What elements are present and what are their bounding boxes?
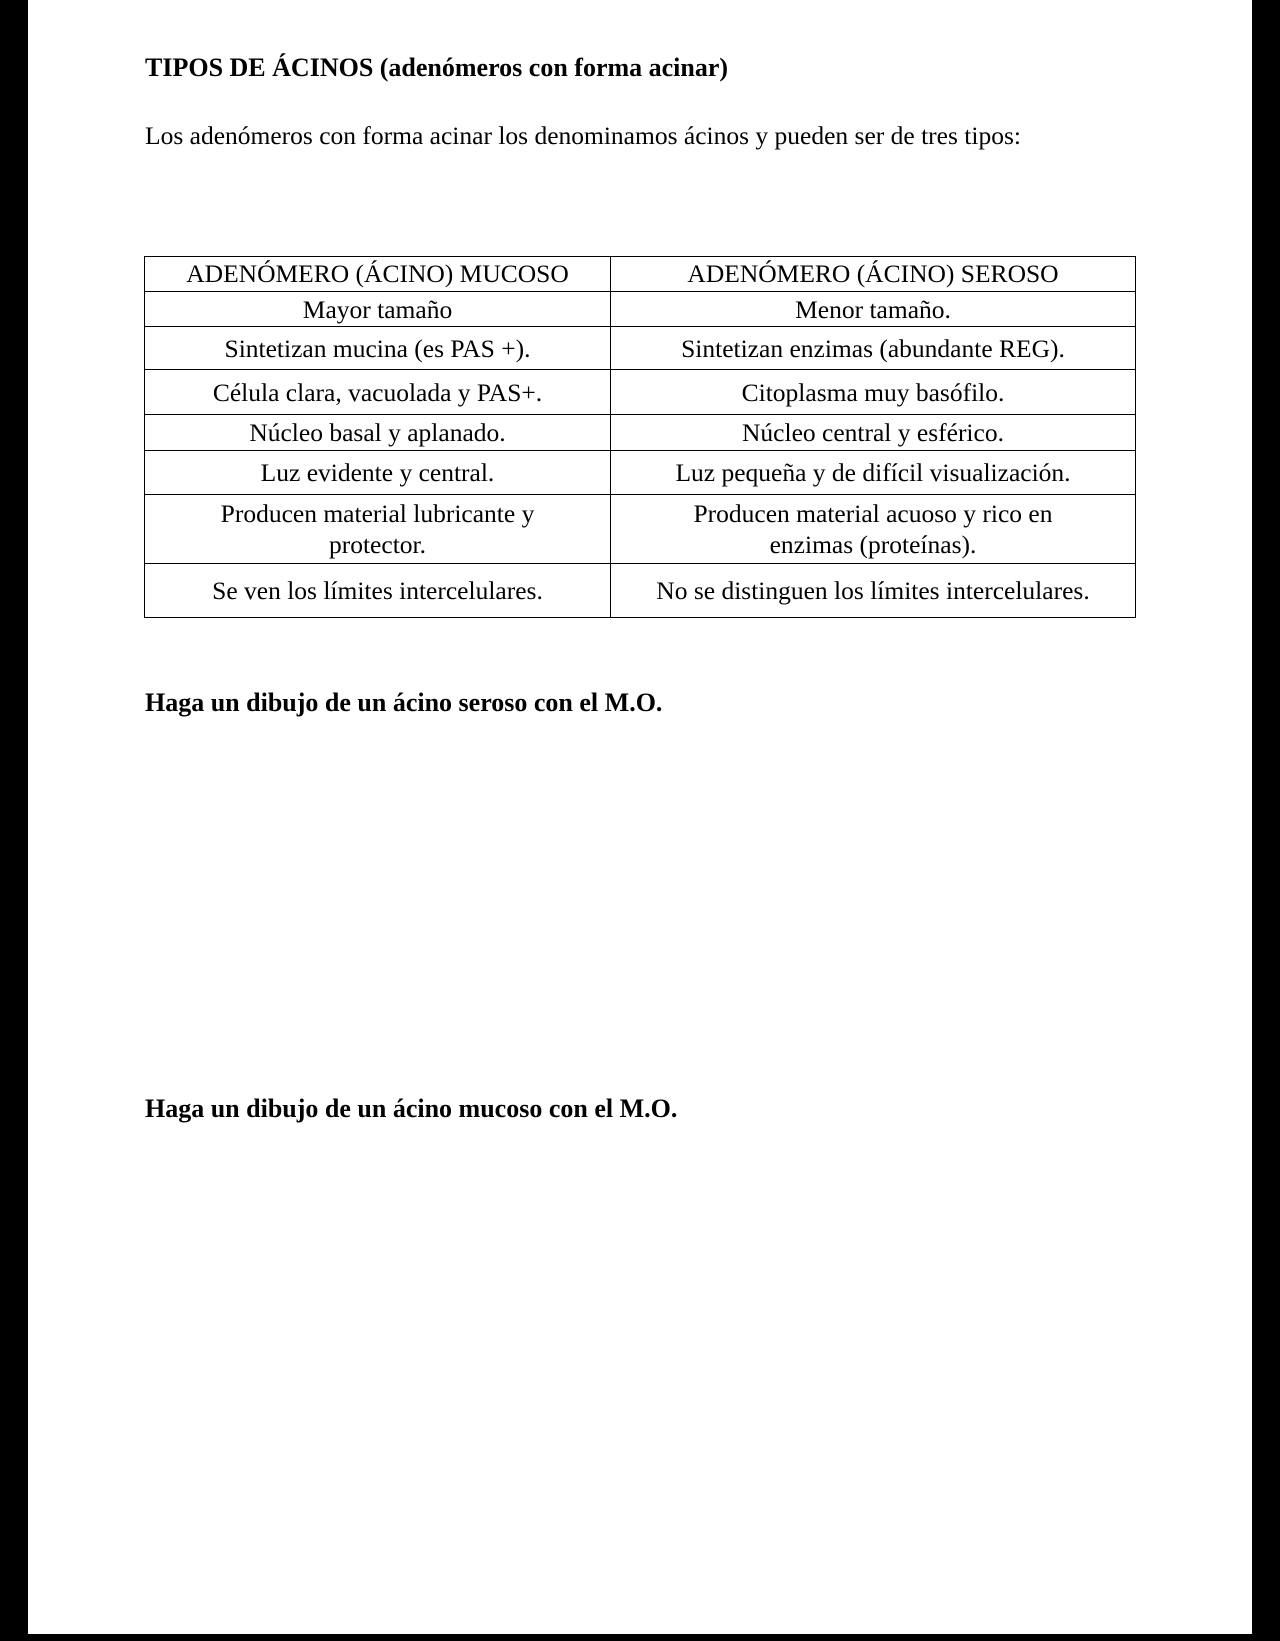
drawing-prompt-seroso: Haga un dibujo de un ácino seroso con el M.O. [145, 688, 663, 717]
cell-seroso: Menor tamaño. [611, 292, 1136, 327]
cell-seroso: Sintetizan enzimas (abundante REG). [611, 327, 1136, 370]
intro-paragraph: Los adenómeros con forma acinar los denominamos ácinos y pueden ser de tres tipos: [145, 121, 1021, 150]
table-header-row [145, 257, 1136, 292]
header-mucoso: ADENÓMERO (ÁCINO) MUCOSO [145, 257, 611, 292]
table-row [145, 327, 1136, 370]
cell-seroso: Núcleo central y esférico. [611, 415, 1136, 451]
cell-mucoso: Producen material lubricante y protector. [145, 495, 611, 564]
acinos-comparison-table [144, 256, 1136, 618]
header-seroso: ADENÓMERO (ÁCINO) SEROSO [611, 257, 1136, 292]
cell-seroso: Producen material acuoso y rico en enzimas (proteínas). [611, 495, 1136, 564]
drawing-area-seroso [145, 730, 1136, 1070]
cell-seroso: Citoplasma muy basófilo. [611, 370, 1136, 415]
table-row [145, 415, 1136, 451]
drawing-prompt-mucoso: Haga un dibujo de un ácino mucoso con el M.O. [145, 1094, 678, 1123]
cell-seroso: Luz pequeña y de difícil visualización. [611, 451, 1136, 495]
table-row [145, 564, 1136, 618]
cell-mucoso: Célula clara, vacuolada y PAS+. [145, 370, 611, 415]
cell-mucoso: Sintetizan mucina (es PAS +). [145, 327, 611, 370]
drawing-area-mucoso [145, 1136, 1136, 1606]
cell-seroso: No se distinguen los límites intercelulares. [611, 564, 1136, 618]
cell-mucoso: Núcleo basal y aplanado. [145, 415, 611, 451]
page-title: TIPOS DE ÁCINOS (adenómeros con forma acinar) [145, 53, 729, 82]
table-row [145, 370, 1136, 415]
table-row [145, 451, 1136, 495]
cell-mucoso: Se ven los límites intercelulares. [145, 564, 611, 618]
table-row [145, 292, 1136, 327]
document-page [28, 0, 1252, 1634]
table-row [145, 495, 1136, 564]
cell-mucoso: Luz evidente y central. [145, 451, 611, 495]
cell-mucoso: Mayor tamaño [145, 292, 611, 327]
